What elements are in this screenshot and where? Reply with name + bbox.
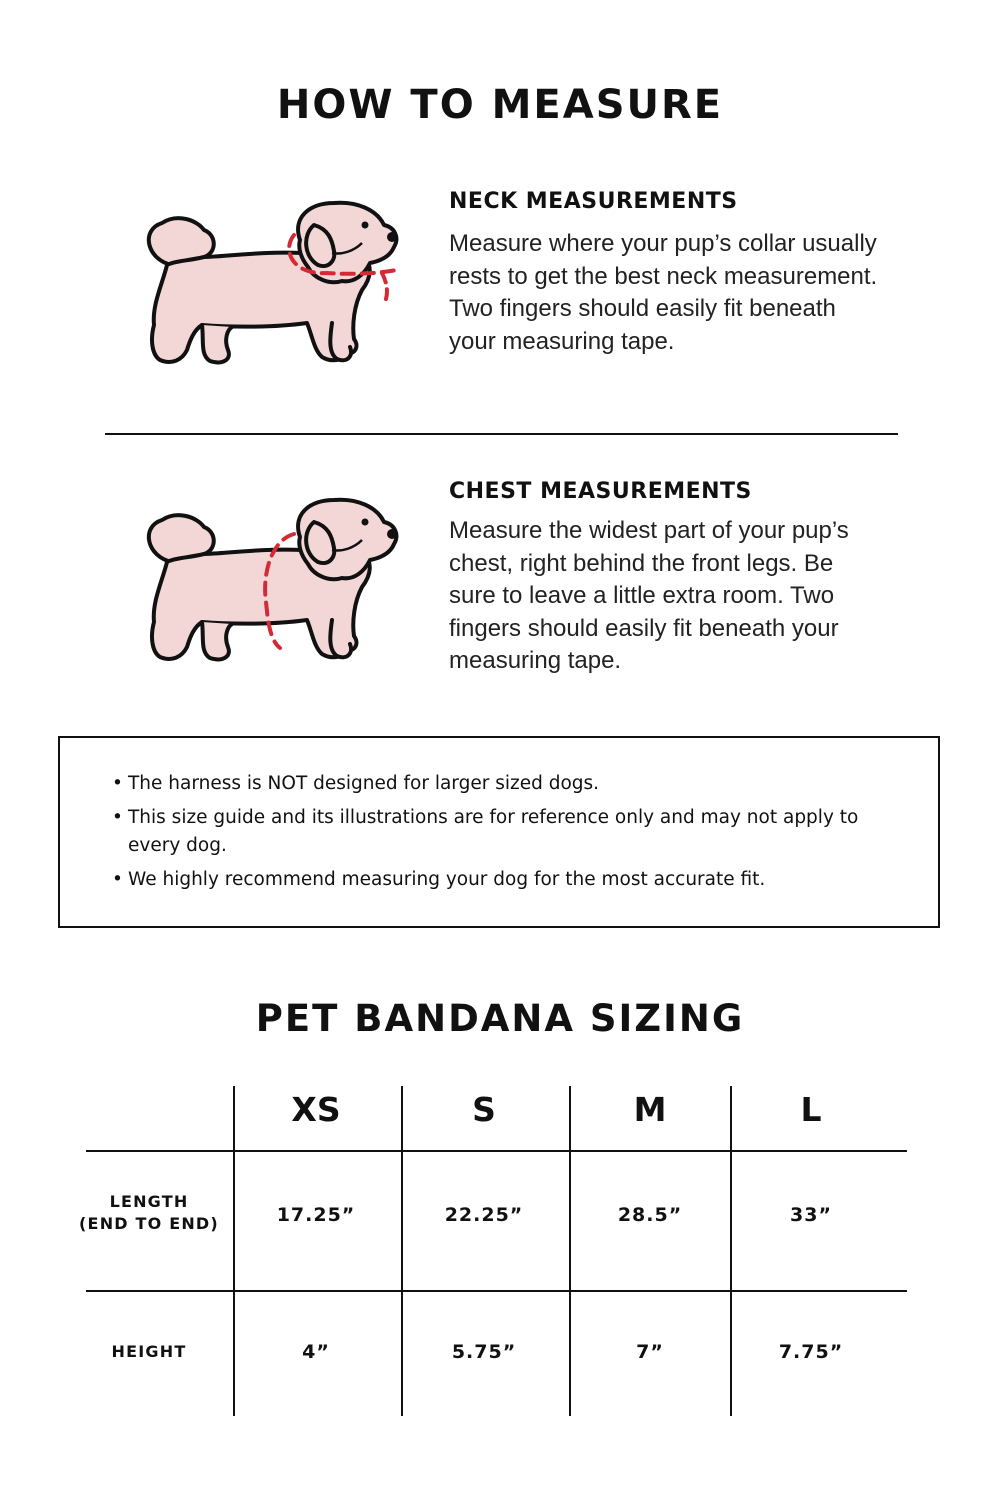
row-label-line: (END TO END) [79, 1214, 219, 1233]
note-item: • We highly recommend measuring your dog for the most accurate fit. [112, 869, 766, 890]
notes-list [112, 770, 892, 900]
table-divider [401, 1086, 403, 1416]
row-label-line: HEIGHT [111, 1342, 187, 1361]
note-item: • This size guide and its illustrations are for reference only and may not apply to every dog. [112, 807, 859, 856]
table-cell: 17.25” [276, 1204, 356, 1226]
row-label-length [64, 1191, 234, 1235]
note-text: This size guide and its illustrations are for reference only and may not apply to every dog. [128, 807, 859, 856]
table-divider [569, 1086, 571, 1416]
neck-heading: NECK MEASUREMENTS [449, 189, 738, 214]
column-header-xs: XS [291, 1090, 341, 1129]
note-text: The harness is NOT designed for larger sized dogs. [128, 773, 600, 794]
chest-description: Measure the widest part of your pup’s chest, right behind the front legs. Be sure to leave a little extra room. Two fingers should easily fit beneath your measuring tape. [449, 517, 849, 674]
row-label-height [64, 1341, 234, 1363]
table-divider [730, 1086, 732, 1416]
dog-neck-illustration [132, 195, 402, 375]
column-header-m: M [633, 1090, 667, 1129]
section-divider [105, 433, 898, 435]
table-cell: 28.5” [617, 1204, 683, 1226]
page-title: HOW TO MEASURE [276, 82, 724, 128]
dog-chest-illustration [132, 492, 402, 672]
note-item: • The harness is NOT designed for larger sized dogs. [112, 773, 600, 794]
notes-box [58, 736, 940, 928]
table-cell: 7” [636, 1341, 664, 1363]
table-cell: 5.75” [451, 1341, 517, 1363]
table-divider [86, 1150, 907, 1152]
note-text: We highly recommend measuring your dog for the most accurate fit. [128, 869, 766, 890]
chest-heading: CHEST MEASUREMENTS [449, 479, 752, 504]
neck-description: Measure where your pup’s collar usually rests to get the best neck measurement. Two fingers should easily fit beneath your measuring tape. [449, 230, 878, 355]
column-header-s: S [472, 1090, 496, 1129]
sizing-title: PET BANDANA SIZING [255, 997, 745, 1040]
table-cell: 7.75” [778, 1341, 844, 1363]
table-divider [233, 1086, 235, 1416]
table-cell: 22.25” [444, 1204, 524, 1226]
table-divider [86, 1290, 907, 1292]
table-cell: 33” [790, 1204, 832, 1226]
column-header-l: L [800, 1090, 822, 1129]
table-cell: 4” [302, 1341, 330, 1363]
row-label-line: LENGTH [109, 1192, 189, 1211]
